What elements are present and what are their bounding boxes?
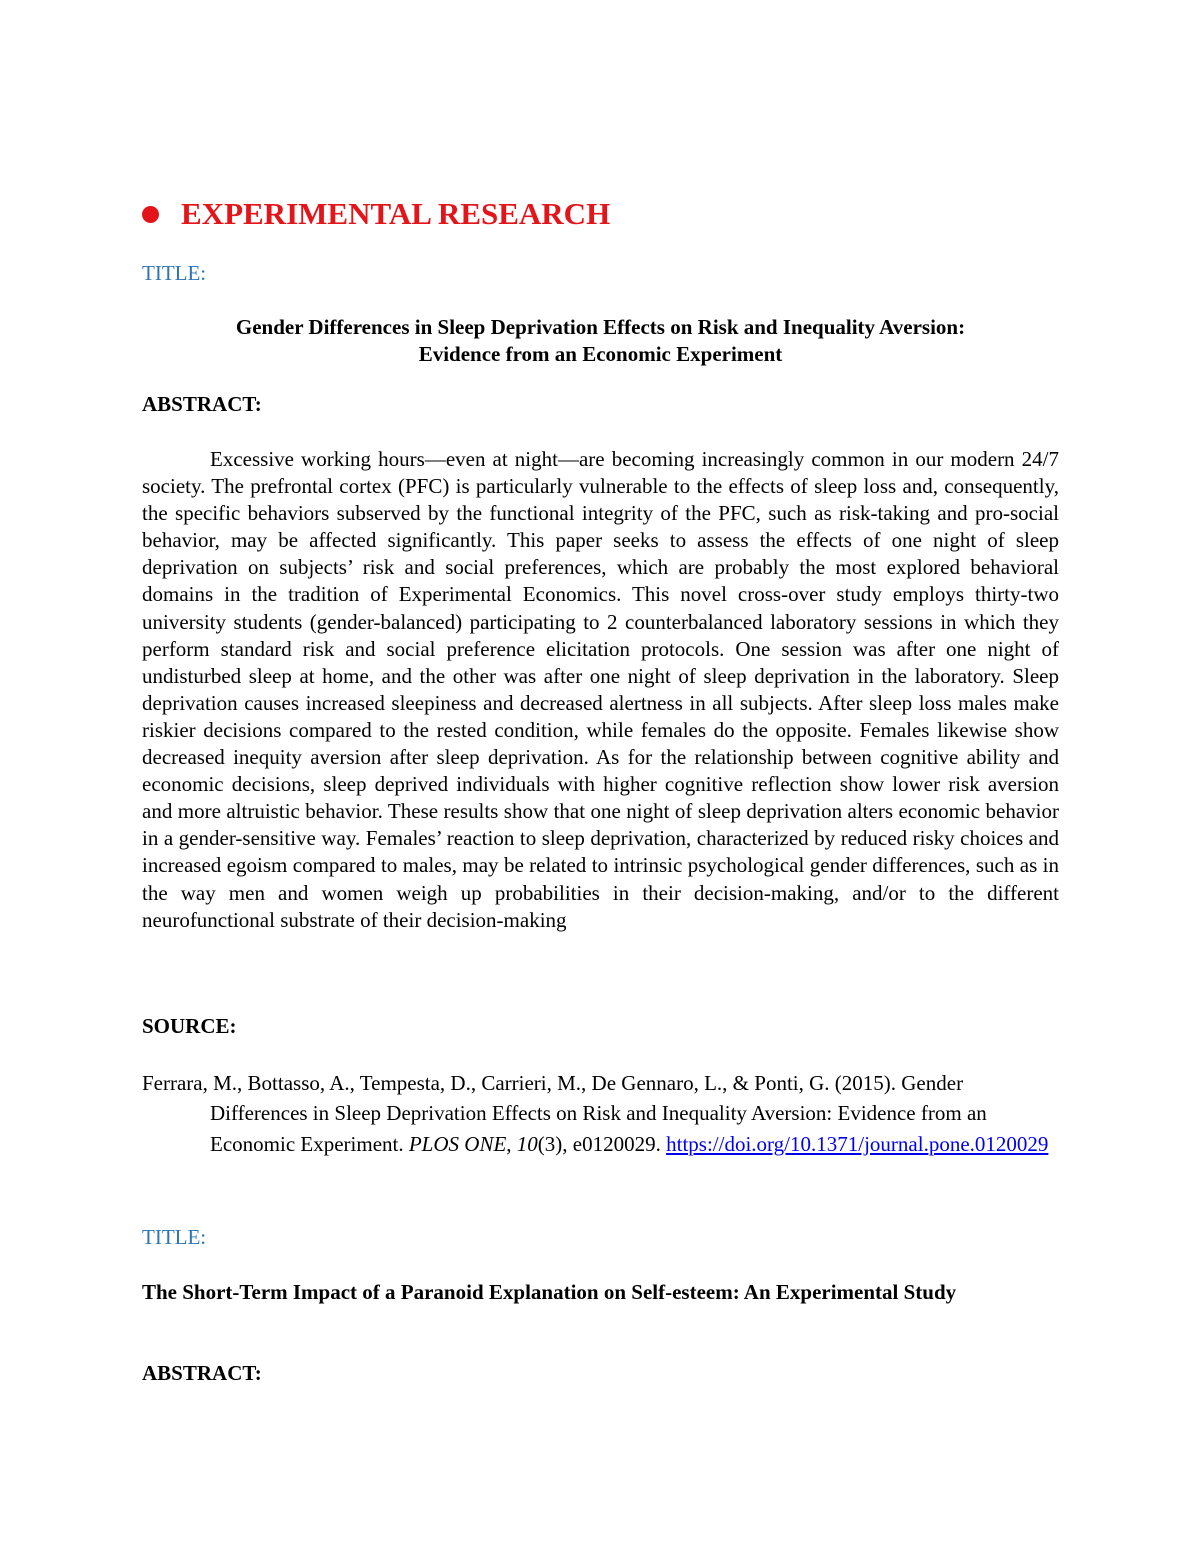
- entry2-title-label: TITLE:: [142, 1225, 207, 1249]
- entry2-abstract-label: ABSTRACT:: [142, 1361, 262, 1385]
- citation-authors: Ferrara, M., Bottasso, A., Tempesta, D., Carrieri, M., De Gennaro, L., & Ponti, G. (2015).: [142, 1071, 897, 1095]
- entry1-title-label: TITLE:: [142, 261, 207, 285]
- entry1-title-line1: Gender Differences in Sleep Deprivation Effects on Risk and Inequality Aversion:: [235, 315, 966, 339]
- section-heading-row: [142, 196, 610, 232]
- citation-doi-link[interactable]: https://doi.org/10.1371/journal.pone.0120029: [666, 1131, 1049, 1156]
- entry1-citation: Ferrara, M., Bottasso, A., Tempesta, D., Carrieri, M., De Gennaro, L., & Ponti, G. (2015). Gender Differences in Sleep Deprivation Effects on Risk and Inequality Aversion: Evidence from an Economic Experiment. PLOS ONE, 10(3), e0120029. https://doi.org/10.1371/journal.pone.0120029: [142, 1071, 1049, 1156]
- section-heading: EXPERIMENTAL RESEARCH: [181, 196, 611, 231]
- citation-journal: PLOS ONE: [408, 1131, 507, 1156]
- entry1-source-label: SOURCE:: [142, 1014, 237, 1038]
- citation-pages: , e0120029.: [562, 1131, 661, 1156]
- entry1-abstract-label: ABSTRACT:: [142, 392, 262, 416]
- bullet-icon: [142, 206, 159, 223]
- entry1-title-line2: Evidence from an Economic Experiment: [418, 342, 783, 366]
- citation-volume: 10: [516, 1131, 538, 1156]
- entry1-abstract-text: Excessive working hours—even at night—are becoming increasingly common in our modern 24/7 society. The prefrontal cortex (PFC) is particularly vulnerable to the effects of sleep loss and, consequently, the specific behaviors subserved by the functional integrity of the PFC, such as risk-taking and pro-social behavior, may be affected significantly. This paper seeks to assess the effects of one night of sleep deprivation on subjects’ risk and social preferences, which are probably the most explored behavioral domains in the tradition of Experimental Economics. This novel cross-over study employs thirty-two university students (gender-balanced) participating to 2 counterbalanced laboratory sessions in which they perform standard risk and social preference elicitation protocols. One session was after one night of undisturbed sleep at home, and the other was after one night of sleep deprivation in the laboratory. Sleep deprivation causes increased sleepiness and decreased alertness in all subjects. After sleep loss males make riskier decisions compared to the rested condition, while females do the opposite. Females likewise show decreased inequity aversion after sleep deprivation. As for the relationship between cognitive ability and economic decisions, sleep deprived individuals with higher cognitive reflection show lower risk aversion and more altruistic behavior. These results show that one night of sleep deprivation alters economic behavior in a gender-sensitive way. Females’ reaction to sleep deprivation, characterized by reduced risky choices and increased egoism compared to males, may be related to intrinsic psychological gender differences, such as in the way men and women weigh up probabilities in their decision-making, and/or to the different neurofunctional substrate of their decision-making: [142, 447, 1059, 932]
- citation-issue: (3): [537, 1131, 563, 1156]
- entry2-title: The Short-Term Impact of a Paranoid Explanation on Self-esteem: An Experimental Study: [142, 1280, 957, 1304]
- citation-article-title: Gender Differences in Sleep Deprivation Effects on Risk and Inequality Aversion: Evidence from an Economic Experiment.: [210, 1071, 987, 1156]
